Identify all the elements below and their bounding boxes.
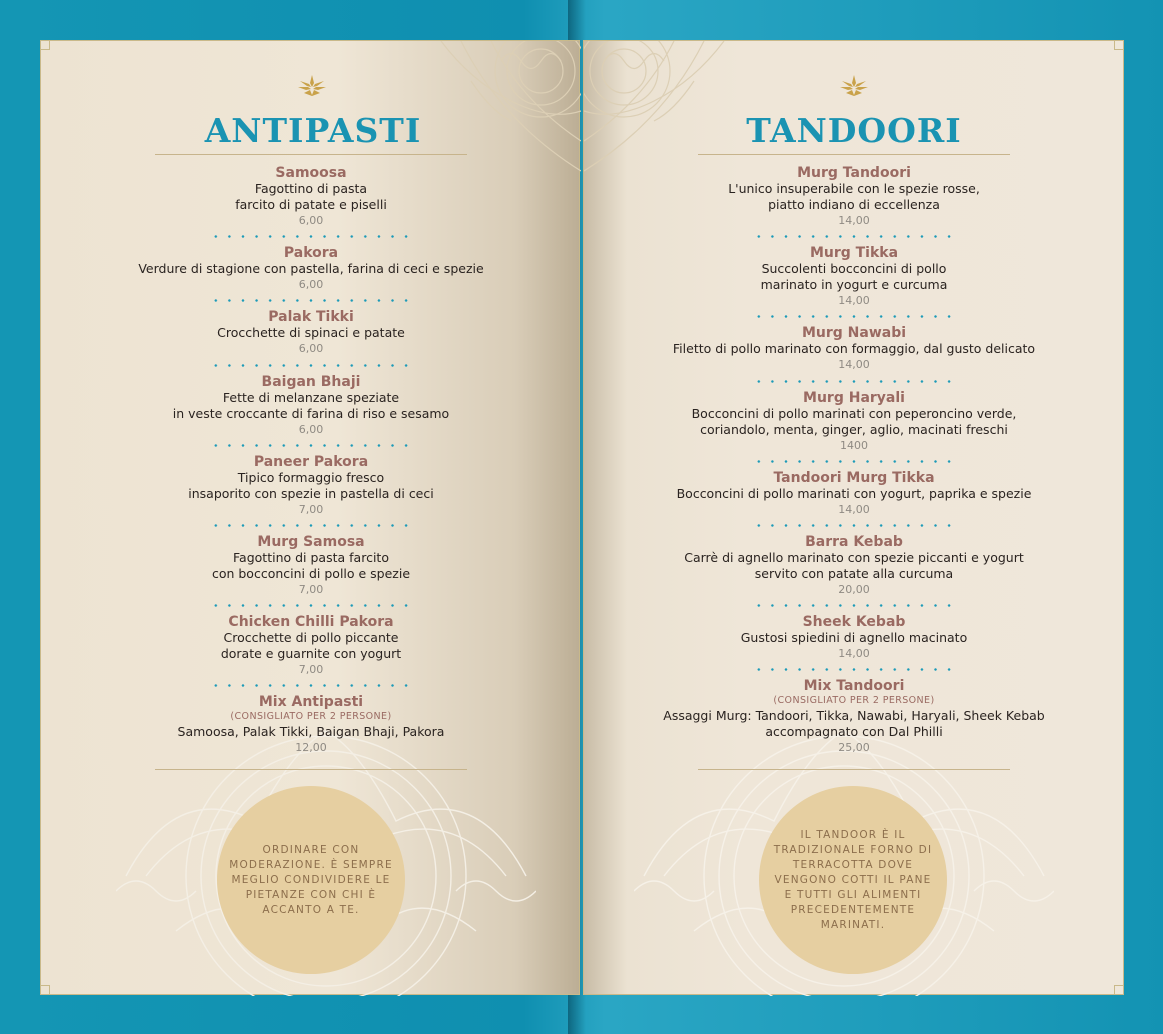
dotted-separator [209, 235, 413, 238]
menu-item [644, 325, 1064, 372]
dish-name: Barra Kebab [805, 534, 903, 550]
dish-name: Sheek Kebab [802, 614, 906, 630]
dish-description: servito con patate alla curcuma [754, 566, 954, 581]
dish-price: 6,00 [298, 278, 324, 291]
dotted-separator [209, 299, 413, 302]
dish-description: dorate e guarnite con yogurt [220, 646, 402, 661]
title-divider [155, 154, 467, 155]
dish-name: Paneer Pakora [253, 454, 369, 470]
menu-item [644, 534, 1064, 597]
menu-item [644, 470, 1064, 517]
section-title: TANDOORI [746, 111, 962, 150]
dish-description: Gustosi spiedini di agnello macinato [740, 630, 968, 645]
dish-note: (CONSIGLIATO PER 2 PERSONE) [773, 695, 935, 706]
dish-description: accompagnato con Dal Philli [765, 724, 943, 739]
menu-item [101, 165, 521, 228]
dish-price: 12,00 [295, 741, 327, 754]
dotted-separator [752, 460, 956, 463]
info-text: ORDINARE CON MODERAZIONE. È SEMPRE MEGLIO CONDIVIDERE LE PIETANZE CON CHI È ACCANTO A TE. [229, 843, 393, 916]
section-title: ANTIPASTI [204, 111, 422, 150]
dish-description: Fagottino di pasta [254, 181, 368, 196]
dish-description: marinato in yogurt e curcuma [760, 277, 948, 292]
dish-name: Baigan Bhaji [261, 374, 361, 390]
dotted-separator [209, 364, 413, 367]
menu-item [101, 374, 521, 437]
title-divider [698, 154, 1010, 155]
dotted-separator [752, 235, 956, 238]
info-text: IL TANDOOR È IL TRADIZIONALE FORNO DI TERRACOTTA DOVE VENGONO COTTI IL PANE E TUTTI GLI ALIMENTI PRECEDENTEMENTE MARINATI. [773, 828, 933, 931]
menu-item [101, 245, 521, 292]
dish-description: insaporito con spezie in pastella di ceci [188, 486, 434, 501]
menu-item [644, 245, 1064, 308]
dish-name: Samoosa [275, 165, 347, 181]
dish-note: (CONSIGLIATO PER 2 PERSONE) [230, 711, 392, 722]
dotted-separator [752, 604, 956, 607]
dish-name: Murg Samosa [257, 534, 365, 550]
dish-name: Murg Haryali [803, 390, 905, 406]
dish-name: Palak Tikki [268, 309, 354, 325]
dish-description: Samoosa, Palak Tikki, Baigan Bhaji, Pakora [177, 724, 445, 739]
dish-description: Fette di melanzane speziate [222, 390, 400, 405]
dish-description: Succolenti bocconcini di pollo [761, 261, 947, 276]
dotted-separator [752, 668, 956, 671]
lotus-ornament-icon [838, 73, 870, 97]
dish-price: 14,00 [838, 647, 870, 660]
dish-description: Tipico formaggio fresco [237, 470, 385, 485]
menu-item [101, 534, 521, 597]
dish-description: farcito di patate e piselli [235, 197, 387, 212]
dish-name: Mix Antipasti [258, 694, 364, 710]
dish-price: 1400 [840, 439, 868, 452]
dish-name: Murg Tandoori [797, 165, 911, 181]
corner-ornament [1114, 985, 1124, 995]
dotted-separator [752, 524, 956, 527]
dish-description: L'unico insuperabile con le spezie rosse, [728, 181, 980, 196]
menu-item [644, 390, 1064, 453]
info-circle [217, 786, 405, 974]
dotted-separator [209, 524, 413, 527]
dish-name: Chicken Chilli Pakora [228, 614, 394, 630]
dish-description: piatto indiano di eccellenza [768, 197, 940, 212]
dish-price: 6,00 [298, 342, 324, 355]
dish-description: coriandolo, menta, ginger, aglio, macinati freschi [700, 422, 1008, 437]
dish-description: Verdure di stagione con pastella, farina di ceci e spezie [138, 261, 484, 276]
dish-name: Pakora [283, 245, 339, 261]
bottom-divider [155, 769, 467, 770]
dotted-separator [209, 444, 413, 447]
dish-price: 7,00 [298, 503, 324, 516]
dish-price: 6,00 [298, 214, 324, 227]
dotted-separator [752, 315, 956, 318]
corner-ornament [40, 985, 50, 995]
dish-name: Tandoori Murg Tikka [773, 470, 935, 486]
dotted-separator [209, 604, 413, 607]
dish-description: in veste croccante di farina di riso e sesamo [172, 406, 450, 421]
menu-item [644, 165, 1064, 228]
dish-price: 7,00 [298, 583, 324, 596]
left-page [40, 40, 580, 995]
dish-price: 14,00 [838, 294, 870, 307]
dotted-separator [209, 684, 413, 687]
menu-item [101, 309, 521, 356]
corner-ornament [1114, 40, 1124, 50]
info-circle [759, 786, 947, 974]
dish-description: Crocchette di spinaci e patate [217, 325, 405, 340]
dish-price: 14,00 [838, 214, 870, 227]
dish-price: 14,00 [838, 358, 870, 371]
dish-price: 14,00 [838, 503, 870, 516]
dish-description: Bocconcini di pollo marinati con peperoncino verde, [691, 406, 1017, 421]
dish-description: Bocconcini di pollo marinati con yogurt, paprika e spezie [676, 486, 1032, 501]
dish-description: Crocchette di pollo piccante [223, 630, 399, 645]
corner-ornament [40, 40, 50, 50]
dish-description: Fagottino di pasta farcito [233, 550, 389, 565]
dish-price: 6,00 [298, 423, 324, 436]
menu-item [101, 454, 521, 517]
dish-price: 7,00 [298, 663, 324, 676]
dotted-separator [752, 380, 956, 383]
menu-item [644, 614, 1064, 661]
dish-name: Murg Tikka [809, 245, 899, 261]
menu-item [644, 678, 1064, 755]
dish-description: Filetto di pollo marinato con formaggio, dal gusto delicato [672, 341, 1036, 356]
bottom-divider [698, 769, 1010, 770]
dish-price: 20,00 [838, 583, 870, 596]
menu-item [101, 694, 521, 755]
dish-description: Assaggi Murg: Tandoori, Tikka, Nawabi, Haryali, Sheek Kebab [663, 708, 1045, 723]
dish-description: Carrè di agnello marinato con spezie piccanti e yogurt [684, 550, 1024, 565]
lotus-ornament-icon [296, 73, 328, 97]
right-page [583, 40, 1124, 995]
dish-price: 25,00 [838, 741, 870, 754]
dish-name: Murg Nawabi [801, 325, 907, 341]
dish-name: Mix Tandoori [803, 678, 905, 694]
menu-item [101, 614, 521, 677]
dish-description: con bocconcini di pollo e spezie [211, 566, 411, 581]
